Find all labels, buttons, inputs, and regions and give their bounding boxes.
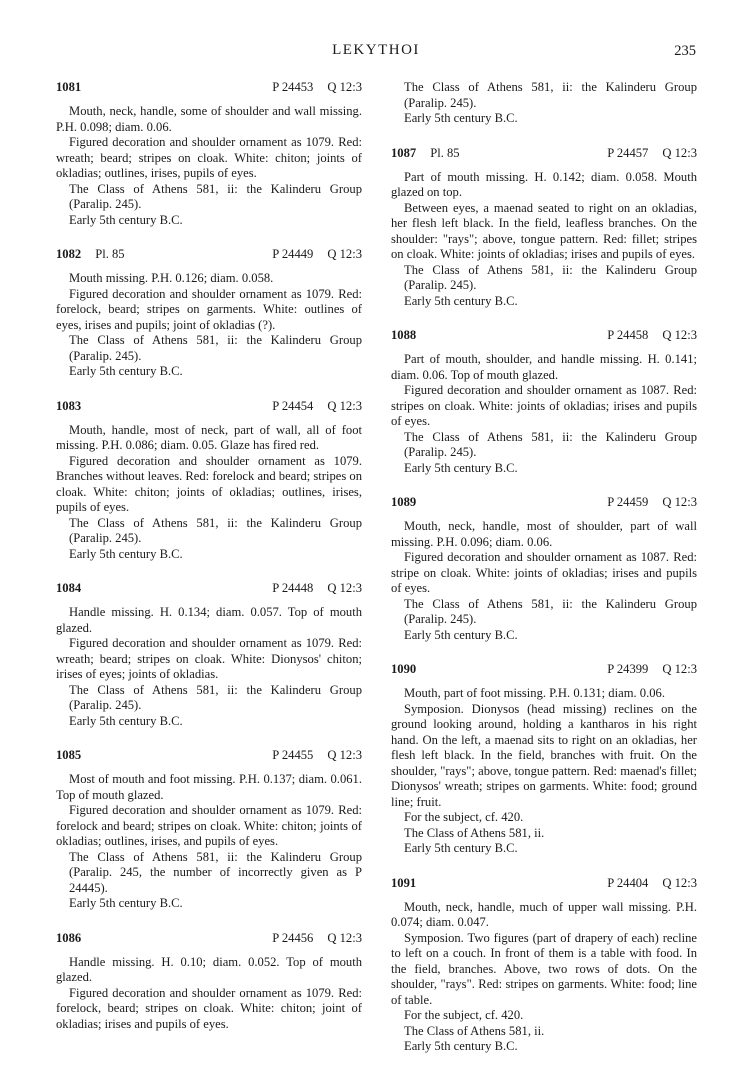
entry-paragraph: The Class of Athens 581, ii: the Kalinderu Group (Paralip. 245). bbox=[69, 515, 362, 545]
entry-paragraph: Early 5th century B.C. bbox=[69, 212, 183, 227]
entry-number: 1089 bbox=[391, 495, 417, 509]
inventory-number: P 24449 bbox=[272, 247, 314, 261]
entry-paragraph: Early 5th century B.C. bbox=[69, 364, 183, 378]
entry-paragraph: Part of mouth, shoulder, and handle missing. H. 0.141; diam. 0.06. Top of mouth glazed. bbox=[391, 352, 697, 382]
deposit-location: Q 12:3 bbox=[662, 495, 697, 509]
entry-paragraph: Mouth, part of foot missing. P.H. 0.131; diam. 0.06. bbox=[404, 686, 665, 700]
entry-header bbox=[391, 328, 697, 345]
entry-paragraph: Mouth, neck, handle, much of upper wall missing. P.H. 0.074; diam. 0.047. bbox=[391, 899, 697, 929]
entry-number: 1091 bbox=[391, 875, 417, 890]
entry-paragraph: Early 5th century B.C. bbox=[404, 627, 518, 642]
entry-paragraph: Symposion. Two figures (part of drapery of each) recline to left on a couch. In front of them is a table with food. In the field, branches. Above, two rows of dots. On the shoulder, "rays". Red: stripes on garments. White: food; line of table. bbox=[391, 930, 697, 1007]
entry-paragraph: Mouth, neck, handle, most of shoulder, part of wall missing. P.H. 0.096; diam. 0.06. bbox=[391, 519, 697, 549]
inventory-number: P 24455 bbox=[272, 748, 314, 762]
entry-number: 1082 bbox=[56, 247, 82, 261]
entry-header bbox=[56, 748, 362, 765]
deposit-location: Q 12:3 bbox=[662, 145, 697, 160]
entry-number: 1087 bbox=[391, 145, 417, 160]
inventory-number: P 24459 bbox=[607, 495, 649, 509]
page-number: 235 bbox=[674, 43, 696, 59]
entry-paragraph: Symposion. Dionysos (head missing) reclines on the ground looking around, holding a kantharos in his right hand. On the left, a maenad sits to right on an okladias, her flesh left black. In the field, branches with fruit. On the shoulder, "rays"; above, tongue pattern. Red: maenad's fillet; Dionysos' wreath; stripes on garments. White: food; ground line; fruit. bbox=[391, 701, 697, 809]
entry-paragraph: Figured decoration and shoulder ornament as 1079. Red: forelock and beard; stripes on cloak. White: chiton; joints of okladias; outlines, irises, and pupils of eyes. bbox=[56, 803, 362, 848]
inventory-number: P 24453 bbox=[272, 80, 314, 94]
entry-paragraph: Mouth, handle, most of neck, part of wall, all of foot missing. P.H. 0.086; diam. 0.05. Glaze has fired red. bbox=[56, 422, 362, 452]
catalogue-entry-1091 bbox=[391, 876, 697, 1055]
catalogue-entry-1083 bbox=[56, 399, 362, 563]
entry-paragraph: The Class of Athens 581, ii: the Kalinderu Group (Paralip. 245). bbox=[69, 333, 362, 363]
entry-paragraph: The Class of Athens 581, ii: the Kalinderu Group (Paralip. 245). bbox=[404, 80, 697, 110]
deposit-location: Q 12:3 bbox=[662, 875, 697, 890]
catalogue-entry-1089 bbox=[391, 495, 697, 643]
entry-paragraph: Figured decoration and shoulder ornament as 1087. Red: stripe on cloak. White: joints of okladias; irises and pupils of eyes. bbox=[391, 550, 697, 595]
deposit-location: Q 12:3 bbox=[327, 398, 362, 413]
entry-paragraph: Figured decoration and shoulder ornament as 1087. Red: stripes on cloak. White: joints of okladias; irises and pupils of eyes. bbox=[391, 383, 697, 428]
entry-paragraph: Between eyes, a maenad seated to right on an okladias, her flesh left black. In the field, leafless branches. On the shoulder: "rays"; above, tongue pattern. Red: fillet; stripes on cloak. White: joints of okladias; irises and pupils of eyes. bbox=[391, 200, 697, 261]
entry-paragraph: For the subject, cf. 420. bbox=[404, 1008, 524, 1022]
entry-number: 1085 bbox=[56, 748, 82, 762]
inventory-number: P 24448 bbox=[272, 581, 314, 595]
entry-paragraph: The Class of Athens 581, ii: the Kalinderu Group (Paralip. 245). bbox=[404, 596, 697, 626]
deposit-location: Q 12:3 bbox=[327, 930, 362, 945]
deposit-location: Q 12:3 bbox=[327, 247, 362, 261]
entry-paragraph: Mouth missing. P.H. 0.126; diam. 0.058. bbox=[69, 271, 274, 285]
catalogue-entry-1088 bbox=[391, 328, 697, 476]
entry-header bbox=[391, 662, 697, 679]
catalogue-entry-1081 bbox=[56, 80, 362, 228]
entry-header bbox=[391, 495, 697, 512]
entry-number: 1088 bbox=[391, 328, 417, 342]
entry-header bbox=[56, 581, 362, 598]
entry-paragraph: Early 5th century B.C. bbox=[404, 293, 518, 308]
entry-paragraph: Handle missing. H. 0.10; diam. 0.052. Top of mouth glazed. bbox=[56, 954, 362, 984]
running-head bbox=[56, 43, 696, 61]
catalogue-entry-1085 bbox=[56, 748, 362, 912]
entry-paragraph: The Class of Athens 581, ii. bbox=[404, 1023, 545, 1038]
entry-paragraph: Figured decoration and shoulder ornament as 1079. Branches without leaves. Red: forelock and beard; stripes on cloak. White: chiton; joints of okladias; outlines, irises, pupils of eyes. bbox=[56, 453, 363, 514]
entry-paragraph: Early 5th century B.C. bbox=[69, 546, 183, 561]
entry-header bbox=[391, 146, 697, 163]
entry-number: 1086 bbox=[56, 930, 82, 945]
running-head-title: LEKYTHOI bbox=[332, 42, 420, 58]
plate-reference: Pl. 85 bbox=[430, 145, 460, 160]
catalogue-entry-1084 bbox=[56, 581, 362, 729]
entry-header bbox=[56, 399, 362, 416]
entry-paragraph: The Class of Athens 581, ii: the Kalinderu Group (Paralip. 245). bbox=[404, 262, 697, 292]
entry-header bbox=[56, 931, 362, 948]
plate-reference: Pl. 85 bbox=[95, 247, 125, 261]
catalogue-entry-1090 bbox=[391, 662, 697, 857]
catalogue-entry-1087 bbox=[391, 146, 697, 310]
deposit-location: Q 12:3 bbox=[327, 748, 362, 762]
entry-number: 1084 bbox=[56, 581, 82, 595]
deposit-location: Q 12:3 bbox=[327, 80, 362, 94]
inventory-number: P 24404 bbox=[607, 875, 649, 890]
left-column bbox=[56, 80, 362, 1051]
entry-paragraph: Figured decoration and shoulder ornament as 1079. Red: wreath; beard; stripes on cloak. White: Dionysos' chiton; irises of eyes; joints of okladias. bbox=[56, 636, 362, 681]
entry-number: 1083 bbox=[56, 398, 82, 413]
inventory-number: P 24457 bbox=[607, 145, 649, 160]
entry-header bbox=[391, 876, 697, 893]
entry-paragraph: Early 5th century B.C. bbox=[404, 1039, 518, 1053]
entry-paragraph: Early 5th century B.C. bbox=[69, 896, 183, 910]
entry-paragraph: Figured decoration and shoulder ornament as 1079. Red: wreath; beard; stripes on cloak. White: chiton; joints of okladias; outlines, irises, pupils of eyes. bbox=[56, 135, 362, 180]
entry-number: 1090 bbox=[391, 662, 417, 676]
entry-paragraph: Part of mouth missing. H. 0.142; diam. 0.058. Mouth glazed on top. bbox=[391, 169, 697, 199]
entry-header bbox=[56, 247, 362, 264]
right-column bbox=[391, 80, 697, 1074]
continued-entry-1086 bbox=[391, 80, 697, 127]
catalogue-entry-1082 bbox=[56, 247, 362, 380]
catalogue-entry-1086 bbox=[56, 931, 362, 1033]
entry-paragraph: Mouth, neck, handle, some of shoulder and wall missing. P.H. 0.098; diam. 0.06. bbox=[56, 104, 362, 134]
inventory-number: P 24458 bbox=[607, 328, 649, 342]
entry-paragraph: Early 5th century B.C. bbox=[69, 713, 183, 728]
entry-paragraph: Figured decoration and shoulder ornament as 1079. Red: forelock, beard; stripes on cloak. White: chiton; joint of okladias; irises and pupils of eyes. bbox=[56, 985, 362, 1031]
inventory-number: P 24399 bbox=[607, 662, 649, 676]
entry-paragraph: For the subject, cf. 420. bbox=[404, 810, 524, 824]
entry-paragraph: The Class of Athens 581, ii. bbox=[404, 825, 545, 840]
entry-paragraph: Early 5th century B.C. bbox=[404, 841, 518, 855]
entry-header bbox=[56, 80, 362, 97]
entry-paragraph: The Class of Athens 581, ii: the Kalinderu Group (Paralip. 245). bbox=[404, 429, 697, 459]
entry-number: 1081 bbox=[56, 80, 82, 94]
entry-paragraph: The Class of Athens 581, ii: the Kalinderu Group (Paralip. 245). bbox=[69, 181, 362, 211]
entry-paragraph: The Class of Athens 581, ii: the Kalinderu Group (Paralip. 245). bbox=[69, 682, 362, 712]
entry-paragraph: The Class of Athens 581, ii: the Kalinderu Group (Paralip. 245, the number of incorrectly given as P 24445). bbox=[69, 849, 362, 895]
inventory-number: P 24456 bbox=[272, 930, 314, 945]
deposit-location: Q 12:3 bbox=[327, 581, 362, 595]
entry-paragraph: Early 5th century B.C. bbox=[404, 111, 518, 125]
entry-paragraph: Figured decoration and shoulder ornament as 1079. Red: forelock, beard; stripes on garments. White: outlines of eyes, irises and pupils; joint of okladias (?). bbox=[56, 286, 362, 332]
deposit-location: Q 12:3 bbox=[662, 328, 697, 342]
entry-paragraph: Early 5th century B.C. bbox=[404, 460, 518, 475]
entry-paragraph: Handle missing. H. 0.134; diam. 0.057. Top of mouth glazed. bbox=[56, 605, 362, 635]
entry-paragraph: Most of mouth and foot missing. P.H. 0.137; diam. 0.061. Top of mouth glazed. bbox=[56, 772, 362, 802]
deposit-location: Q 12:3 bbox=[662, 662, 697, 676]
inventory-number: P 24454 bbox=[272, 398, 314, 413]
